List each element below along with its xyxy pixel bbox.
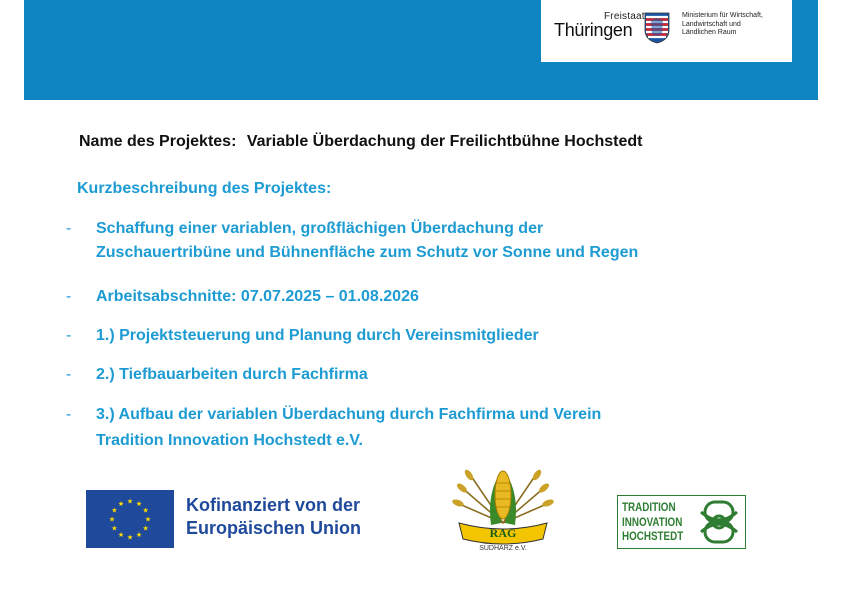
eu-star-icon: ★ <box>144 516 152 524</box>
eu-star-icon: ★ <box>117 532 125 540</box>
ministry-line: Ministerium für Wirtschaft, <box>682 12 763 19</box>
list-item-line: Arbeitsabschnitte: 07.07.2025 – 01.08.2026 <box>96 288 419 305</box>
freistaat-label: Freistaat <box>604 11 645 22</box>
thuringia-crest-icon <box>644 12 670 44</box>
eu-star-icon: ★ <box>142 507 149 515</box>
eu-cofunding-label <box>186 494 361 540</box>
list-item-line: 3.) Aufbau der variablen Überdachung durch Fachfirma und Verein <box>96 406 602 423</box>
ti-logo-line: TRADITION <box>622 500 676 514</box>
list-item-line: 1.) Projektsteuerung und Planung durch Vereinsmitglieder <box>96 327 539 344</box>
eu-star-icon: ★ <box>135 500 143 508</box>
list-item-line: Zuschauertribüne und Bühnenfläche zum Schutz vor Sonne und Regen <box>96 244 639 261</box>
celtic-knot-icon <box>695 498 743 546</box>
list-item-line: Schaffung einer variablen, großflächigen Überdachung der <box>96 220 544 237</box>
eu-star-icon: ★ <box>126 534 134 542</box>
state-name: Thüringen <box>554 20 633 40</box>
ministry-name <box>682 12 787 38</box>
rag-badge-text: RAG <box>489 526 517 540</box>
eu-star-icon: ★ <box>142 525 149 533</box>
eu-star-icon: ★ <box>135 532 143 540</box>
rag-suedharz-logo <box>447 465 559 553</box>
bullet-marker: - <box>66 220 72 237</box>
eu-flag-icon <box>86 490 174 548</box>
eu-star-icon: ★ <box>111 507 118 515</box>
project-name-value: Variable Überdachung der Freilichtbühne Hochstedt <box>246 133 643 150</box>
project-name-label: Name des Projektes: <box>79 133 237 150</box>
ministry-line: Ländlichen Raum <box>682 29 737 37</box>
ministry-line: Landwirtschaft und <box>682 20 741 28</box>
bullet-marker: - <box>66 366 72 383</box>
bullet-marker: - <box>66 406 72 423</box>
eu-star-icon: ★ <box>108 516 116 524</box>
ti-logo-text <box>622 500 683 544</box>
eu-cofunding-line: Kofinanziert von der <box>186 495 361 515</box>
list-item-line: Tradition Innovation Hochstedt e.V. <box>96 432 363 449</box>
description-heading: Kurzbeschreibung des Projektes: <box>77 180 332 197</box>
ti-logo-line: HOCHSTEDT <box>622 529 684 543</box>
ti-logo-line: INNOVATION <box>622 514 683 529</box>
eu-stars-ring <box>86 490 174 548</box>
rag-caption: SÜDHARZ e.V. <box>479 545 527 552</box>
bullet-marker: - <box>66 327 72 344</box>
list-item-line: 2.) Tiefbauarbeiten durch Fachfirma <box>96 366 368 383</box>
project-name-heading <box>79 133 642 151</box>
eu-star-icon: ★ <box>126 498 134 506</box>
eu-star-icon: ★ <box>117 500 125 508</box>
bullet-marker: - <box>66 288 72 305</box>
eu-cofunding-line: Europäischen Union <box>186 518 362 538</box>
eu-star-icon: ★ <box>111 525 118 533</box>
